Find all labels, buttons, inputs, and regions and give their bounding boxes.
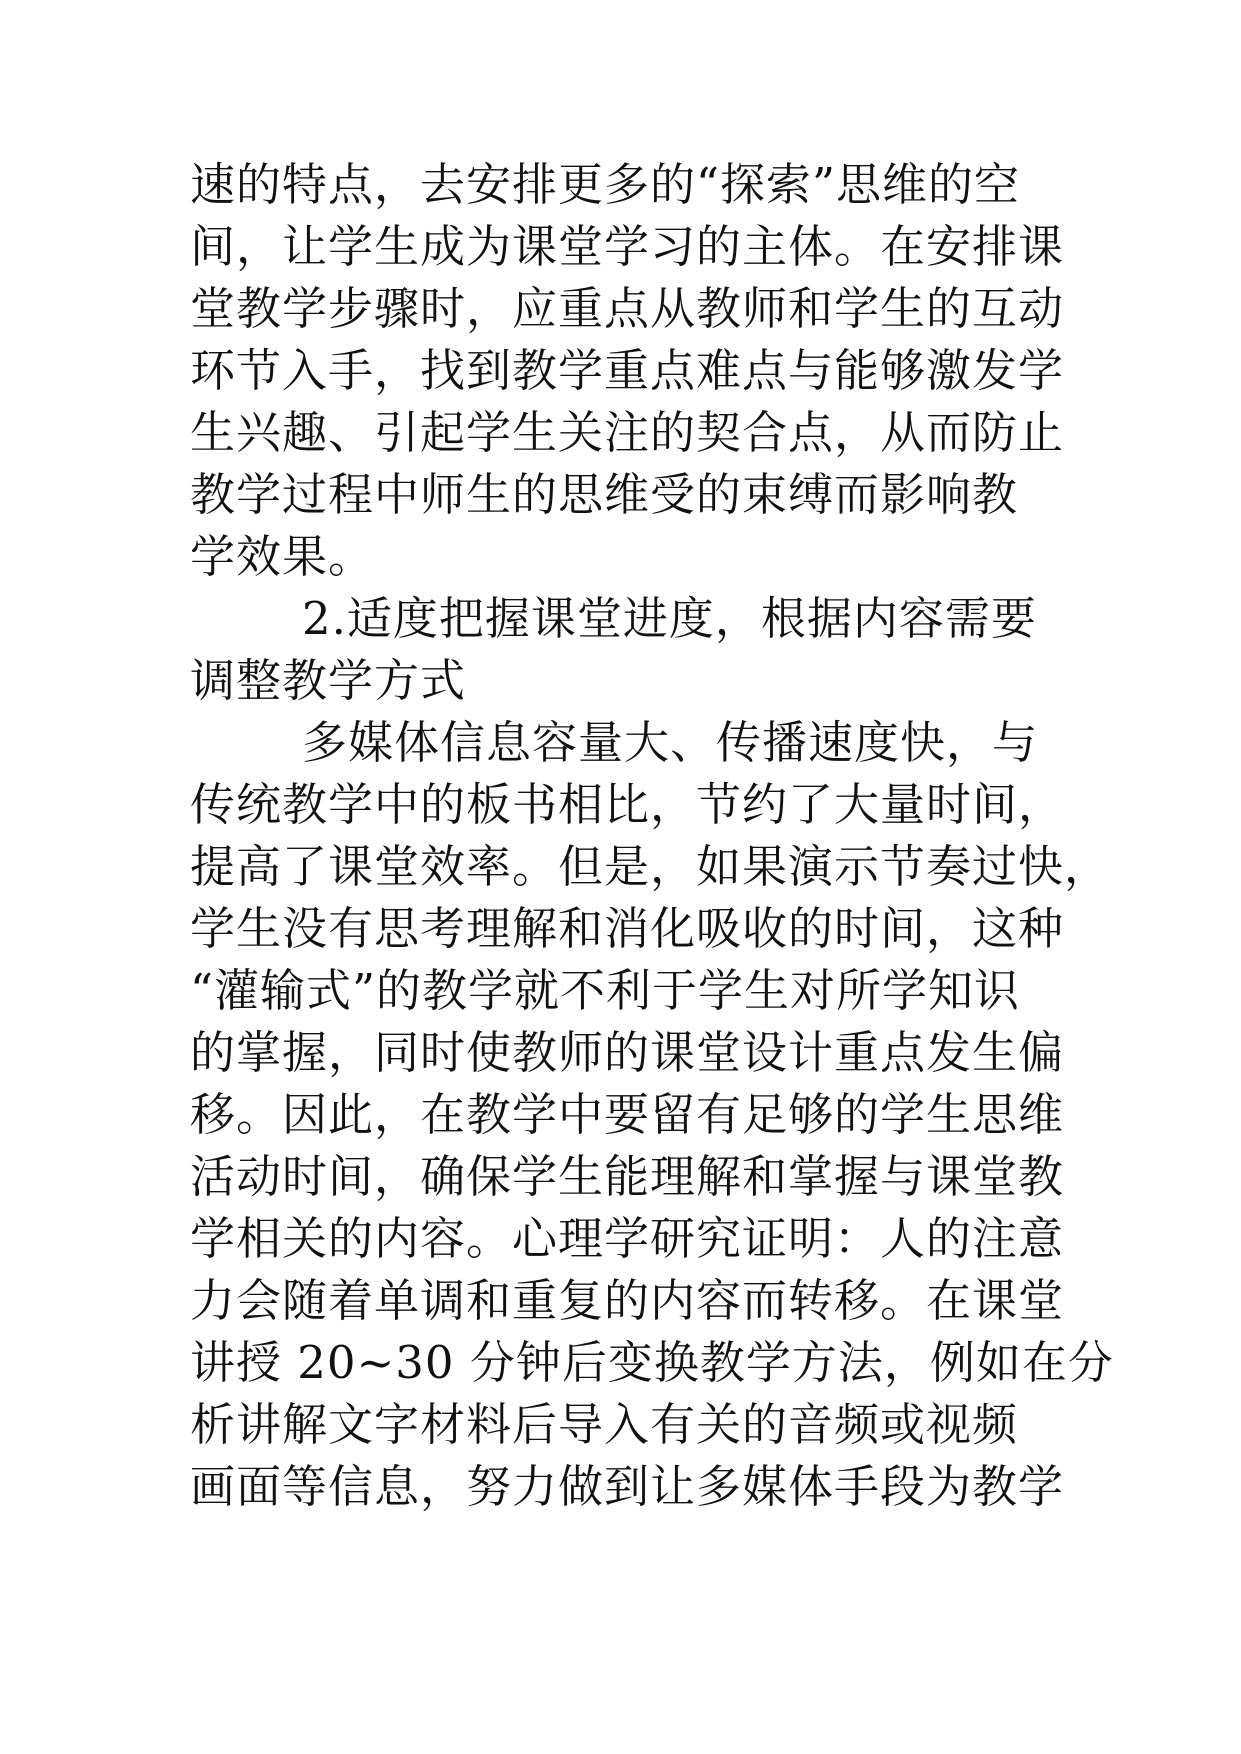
text-line: 画面等信息，努力做到让多媒体手段为教学 <box>190 1460 1065 1513</box>
text-line: 活动时间，确保学生能理解和掌握与课堂教 <box>190 1150 1065 1203</box>
text-line: 移。因此，在教学中要留有足够的学生思维 <box>190 1088 1065 1141</box>
text-line: 堂教学步骤时，应重点从教师和学生的互动 <box>190 282 1065 335</box>
document-page <box>190 154 1114 1518</box>
text-line: 力会随着单调和重复的内容而转移。在课堂 <box>190 1274 1065 1327</box>
paragraph-body <box>190 712 1114 1518</box>
text-line: 传统教学中的板书相比，节约了大量时间， <box>190 778 1065 831</box>
text-line: 环节入手，找到教学重点难点与能够激发学 <box>190 344 1065 397</box>
text-line: 学效果。 <box>190 530 375 583</box>
text-line: 多媒体信息容量大、传播速度快，与 <box>302 716 1039 769</box>
text-line: 学生没有思考理解和消化吸收的时间，这种 <box>190 902 1065 955</box>
text-line: 生兴趣、引起学生关注的契合点，从而防止 <box>190 406 1065 459</box>
text-line: 速的特点，去安排更多的“探索”思维的空 <box>190 158 1021 211</box>
paragraph-continued <box>190 154 1065 588</box>
heading-line: 调整教学方式 <box>190 654 467 707</box>
text-line: 间，让学生成为课堂学习的主体。在安排课 <box>190 220 1065 273</box>
text-line: 教学过程中师生的思维受的束缚而影响教 <box>190 468 1019 521</box>
text-line: “灌输式”的教学就不利于学生对所学知识 <box>190 964 1021 1017</box>
text-line: 的掌握，同时使教师的课堂设计重点发生偏 <box>190 1026 1065 1079</box>
section-heading <box>190 588 1050 712</box>
text-line: 学相关的内容。心理学研究证明：人的注意 <box>190 1212 1065 1265</box>
text-line: 讲授 20~30 分钟后变换教学方法，例如在分 <box>190 1336 1114 1389</box>
text-line: 提高了课堂效率。但是，如果演示节奏过快， <box>190 840 1111 893</box>
heading-line: 2.适度把握课堂进度，根据内容需要 <box>302 592 1037 645</box>
text-line: 析讲解文字材料后导入有关的音频或视频 <box>190 1398 1019 1451</box>
